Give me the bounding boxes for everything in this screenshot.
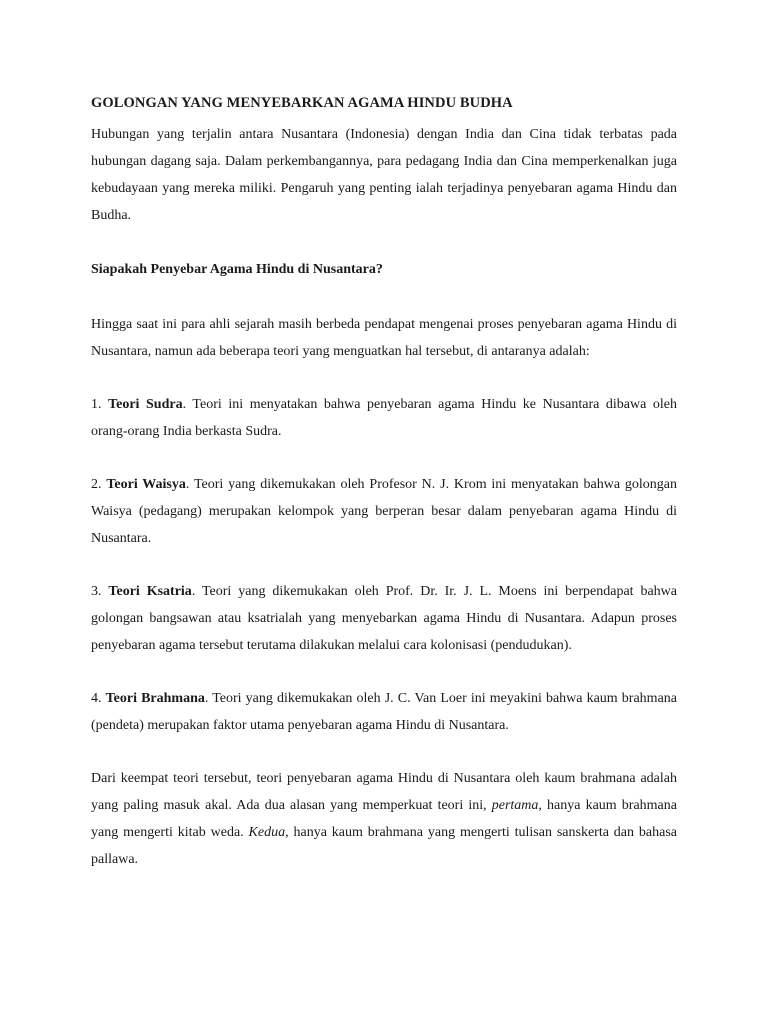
theory-number: 3. (91, 584, 109, 599)
section-subheading: Siapakah Penyebar Agama Hindu di Nusantara? (91, 262, 383, 277)
document-page (91, 93, 677, 873)
theory-name: Teori Ksatria (108, 584, 192, 599)
conclusion-paragraph (91, 765, 677, 873)
conclusion-italic-2: Kedua (248, 825, 286, 840)
theory-item-ksatria (91, 578, 677, 659)
theory-name: Teori Waisya (106, 477, 186, 492)
theory-item-waisya (91, 471, 677, 552)
document-title: GOLONGAN YANG MENYEBARKAN AGAMA HINDU BUDHA (91, 95, 513, 111)
theory-name: Teori Sudra (108, 397, 183, 412)
theory-item-brahmana (91, 685, 677, 739)
intro-paragraph: Hubungan yang terjalin antara Nusantara (Indonesia) dengan India dan Cina tidak terbatas pada hubungan dagang saja. Dalam perkembangannya, para pedagang India dan Cina memperkenalkan juga kebudayaan yang mereka miliki. Pengaruh yang penting ialah terjadinya penyebaran agama Hindu dan Budha. (91, 127, 677, 223)
theory-text: . Teori ini menyatakan bahwa penyebaran agama Hindu ke Nusantara dibawa oleh orang-orang India berkasta Sudra. (91, 397, 678, 439)
theory-item-sudra (91, 391, 677, 445)
conclusion-text-3: , hanya kaum brahmana yang mengerti tulisan sanskerta dan bahasa pallawa. (91, 825, 677, 867)
theory-number: 2. (91, 477, 107, 492)
conclusion-text-1: Dari keempat teori tersebut, teori penyebaran agama Hindu di Nusantara oleh kaum brahmana adalah yang paling masuk akal. Ada dua alasan yang memperkuat teori ini, (91, 771, 677, 813)
theory-text: . Teori yang dikemukakan oleh Prof. Dr. Ir. J. L. Moens ini berpendapat bahwa golongan bangsawan atau ksatrialah yang menyebarkan agama Hindu di Nusantara. Adapun proses penyebaran agama tersebut terutama dilakukan melalui cara kolonisasi (pendudukan). (91, 584, 677, 653)
theory-number: 1. (91, 397, 109, 412)
conclusion-text-2: , hanya kaum brahmana yang mengerti kitab weda. (91, 798, 677, 840)
conclusion-italic-1: pertama (491, 798, 539, 813)
theory-text: . Teori yang dikemukakan oleh J. C. Van Loer ini meyakini bahwa kaum brahmana (pendeta) merupakan faktor utama penyebaran agama Hindu di Nusantara. (91, 691, 677, 733)
theories-intro-paragraph: Hingga saat ini para ahli sejarah masih berbeda pendapat mengenai proses penyebaran agama Hindu di Nusantara, namun ada beberapa teori yang menguatkan hal tersebut, di antaranya adalah: (91, 317, 677, 359)
theory-name: Teori Brahmana (105, 691, 205, 706)
theory-text: . Teori yang dikemukakan oleh Profesor N. J. Krom ini menyatakan bahwa golongan Waisya (pedagang) merupakan kelompok yang berperan besar dalam penyebaran agama Hindu di Nusantara. (91, 477, 677, 546)
theory-number: 4. (91, 691, 106, 706)
